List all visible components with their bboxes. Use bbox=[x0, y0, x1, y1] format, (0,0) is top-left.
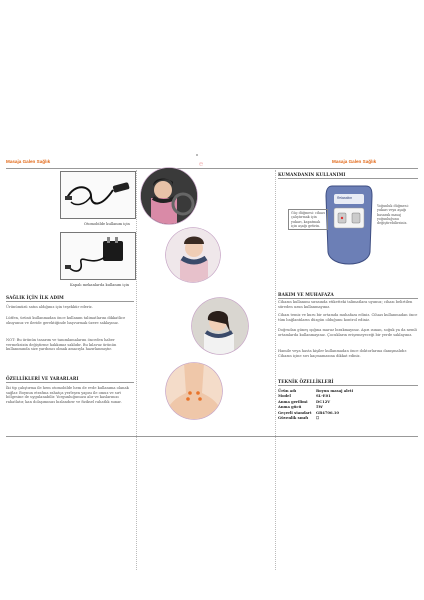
photo-relaxing-woman bbox=[192, 298, 248, 354]
footer-rule bbox=[6, 436, 418, 437]
spec-row: Anma gerilimi DC12V bbox=[278, 399, 331, 404]
care-paragraph-4: Hamile veya hasta kişiler kullanmadan önce doktorlarına danışmalıdır. Cihazın içine sıvı kaçmamasına dikkat ediniz. bbox=[278, 349, 407, 358]
photo-car-driver bbox=[141, 168, 197, 224]
car-adapter-image bbox=[60, 171, 136, 219]
health-paragraph-1: Ürünümüzü satın aldığınız için teşekkür ederiz. bbox=[6, 305, 93, 309]
page-mark bbox=[196, 154, 198, 156]
watermark-e: e bbox=[199, 160, 204, 168]
specs-table bbox=[278, 389, 418, 421]
health-paragraph-2: Lütfen, ürünü kullanmadan önce kullanım talimatlarını dikkatlice okuyunuz ve ileride gerektiğinde başvurmak üzere saklayınız. bbox=[6, 316, 126, 325]
remote-left-note: Güç düğmesi: cihazı çalıştırmak için yukarı, kapatmak için aşağı getirin. bbox=[288, 209, 328, 230]
health-heading: SAĞLIK İÇİN İLK ADIM bbox=[6, 295, 64, 300]
care-paragraph-2: Cihazı temiz ve kuru bir ortamda muhafaza ediniz. Cihazı kullanmadan önce tüm bağlantıların düzgün olduğunu kontrol ediniz. bbox=[278, 313, 418, 322]
spec-row: Model SL-E01 bbox=[278, 394, 331, 399]
column-divider-right bbox=[275, 170, 276, 570]
remote-heading: KUMANDANIN KULLANIMI bbox=[278, 172, 346, 177]
brand-left: Masaja Galen Sağlık bbox=[6, 159, 51, 164]
car-adapter-caption: Otomobilde kullanım için bbox=[84, 222, 130, 226]
brand-right: Masaja Galen Sağlık bbox=[332, 159, 377, 164]
health-paragraph-3: NOT: Bu ürünün tasarım ve tanımlamalarını önceden haber vermeksizin değiştirme hakkımız saklıdır. Bu kılavuz ürünün kullanımında size yardımcı olmak amacıyla hazırlanmıştır. bbox=[6, 338, 117, 352]
remote-brand-label: Relaxation bbox=[337, 196, 353, 200]
home-adapter-image bbox=[60, 232, 136, 280]
remote-rule bbox=[278, 178, 418, 179]
features-paragraph: İki tip çalıştırma ile hem otomobilde hem de evde kullanıma olanak sağlar. Boynun etrafına rahatça yerleşen yapısı ile omuz ve sırt bölgesine de uygulanabilir. Yorgunluğunuzu alır ve kaslarınızı rahatlatır, kan dolaşımınızı hızlandırır ve fiziksel rahatlık sunar. bbox=[6, 386, 129, 404]
photo-back-of-neck bbox=[166, 363, 222, 419]
spec-row: Güvenlik sınıfı ☐ bbox=[278, 416, 320, 421]
care-paragraph-3: Doğrudan güneş ışığına maruz bırakmayınız. Aşırı ısınan, soğuk ya da nemli ortamlarda kullanmayınız. Çocukların erişemeyeceği bir yerde saklayınız. bbox=[278, 328, 417, 337]
home-adapter-caption: Kapalı mekanlarda kullanım için bbox=[70, 283, 130, 287]
health-rule bbox=[6, 301, 134, 302]
spec-row: Ürün adı Boyun masaj aleti bbox=[278, 389, 353, 393]
photo-neck-massage bbox=[166, 228, 220, 282]
care-paragraph-1: Cihazın kullanımı sırasında etiketteki talimatlara uyunuz; cihazı belirtilen süreden uzun kullanmayınız. bbox=[278, 300, 413, 309]
column-divider-left bbox=[136, 170, 137, 570]
remote-right-note: Yoğunluk düğmesi: yukarı veya aşağı basarak masaj yoğunluğunu değiştirebilirsiniz. bbox=[377, 204, 409, 226]
specs-rule bbox=[278, 385, 418, 386]
care-rule bbox=[278, 298, 418, 299]
spec-row: Geçerli standart GB4706.10 bbox=[278, 410, 339, 415]
header-rule bbox=[6, 168, 418, 169]
features-rule bbox=[6, 382, 134, 383]
features-heading: ÖZELLİKLERİ VE YARARLARI bbox=[6, 376, 79, 381]
spec-row: Anma gücü 5W bbox=[278, 405, 323, 410]
specs-heading: TEKNİK ÖZELLİKLERİ bbox=[278, 379, 334, 384]
care-heading: BAKIM VE MUHAFAZA bbox=[278, 292, 334, 297]
